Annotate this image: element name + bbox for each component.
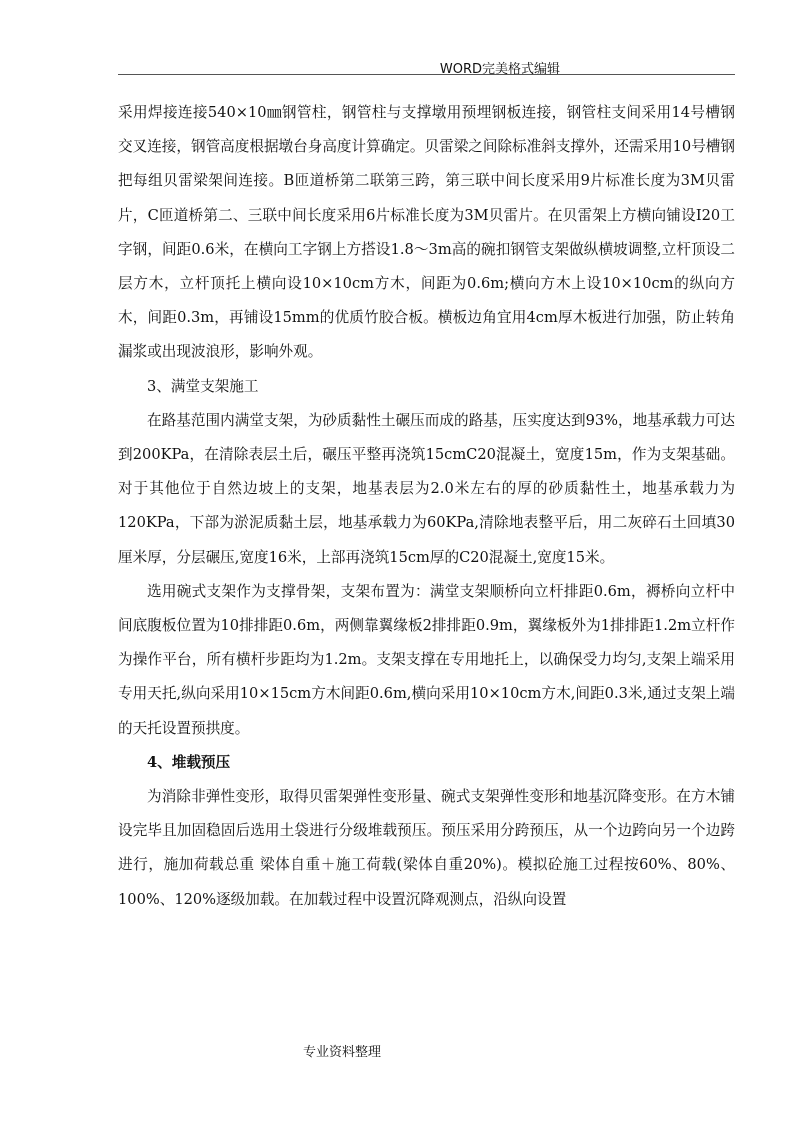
page-footer-text: 专业资料整理 (303, 1045, 382, 1060)
paragraph-preloading: 为消除非弹性变形，取得贝雷架弹性变形量、碗式支架弹性变形和地基沉降变形。在方木铺设完毕且加固稳固后选用土袋进行分级堆载预压。预压采用分跨预压，从一个边跨向另一个边跨进行，施加荷载总重 梁体自重＋施工荷载(梁体自重20%)。模拟砼施工过程按60%、80%、100%、120%逐级加载。在加载过程中设置沉降观测点，沿纵向设置 (118, 788, 735, 908)
paragraph-scaffold-layout: 选用碗式支架作为支撑骨架，支架布置为：满堂支架顺桥向立杆排距0.6m，褥桥向立杆中间底腹板位置为10排排距0.6m，两侧靠翼缘板2排排距0.9m，翼缘板外为1排排距1.2m立杆作为操作平台，所有横杆步距均为1.2m。支架支撑在专用地托上，以确保受力均匀,支架上端采用专用天托,纵向采用10×15cm方木间距0.6m,横向采用10×10cm方木,间距0.3米,通过支架上端的天托设置预拱度。 (118, 582, 735, 737)
header-divider (118, 74, 735, 75)
paragraph-foundation: 在路基范围内满堂支架，为砂质黏性土碾压而成的路基，压实度达到93%，地基承载力可达到200KPa，在清除表层土后，碾压平整再浇筑15cmC20混凝土，宽度15m，作为支架基础。对于其他位于自然边坡上的支架，地基表层为2.0米左右的厚的砂质黏性土，地基承载力为120KPa，下部为淤泥质黏土层，地基承载力为60KPa,清除地表整平后，用二灰碎石土回填30厘米厚，分层碾压,宽度16米，上部再浇筑15cm厚的C20混凝土,宽度15米。 (118, 411, 735, 566)
document-body (118, 96, 735, 917)
section-heading-3: 3、满堂支架施工 (147, 377, 259, 395)
page-header-title: WORD完美格式编辑 (439, 62, 560, 77)
paragraph-support-structure: 采用焊接连接540×10㎜钢管柱，钢管柱与支撑墩用预埋钢板连接，钢管柱支间采用14号槽钢交叉连接，钢管高度根据墩台身高度计算确定。贝雷梁之间除标准斜支撑外，还需采用10号槽钢把每组贝雷梁架间连接。B匝道桥第二联第三跨，第三联中间长度采用9片标准长度为3M贝雷片，C匝道桥第二、三联中间长度采用6片标准长度为3M贝雷片。在贝雷架上方横向铺设I20工字钢，间距0.6米，在横向工字钢上方搭设1.8～3m高的碗扣钢管支架做纵横坡调整,立杆顶设二层方木，立杆顶托上横向设10×10cm方木，间距为0.6m;横向方木上设10×10cm的纵向方木，间距0.3m，再铺设15mm的优质竹胶合板。横板边角宜用4cm厚木板进行加强，防止转角漏浆或出现波浪形，影响外观。 (118, 104, 735, 361)
section-heading-4: 4、堆载预压 (147, 753, 231, 771)
